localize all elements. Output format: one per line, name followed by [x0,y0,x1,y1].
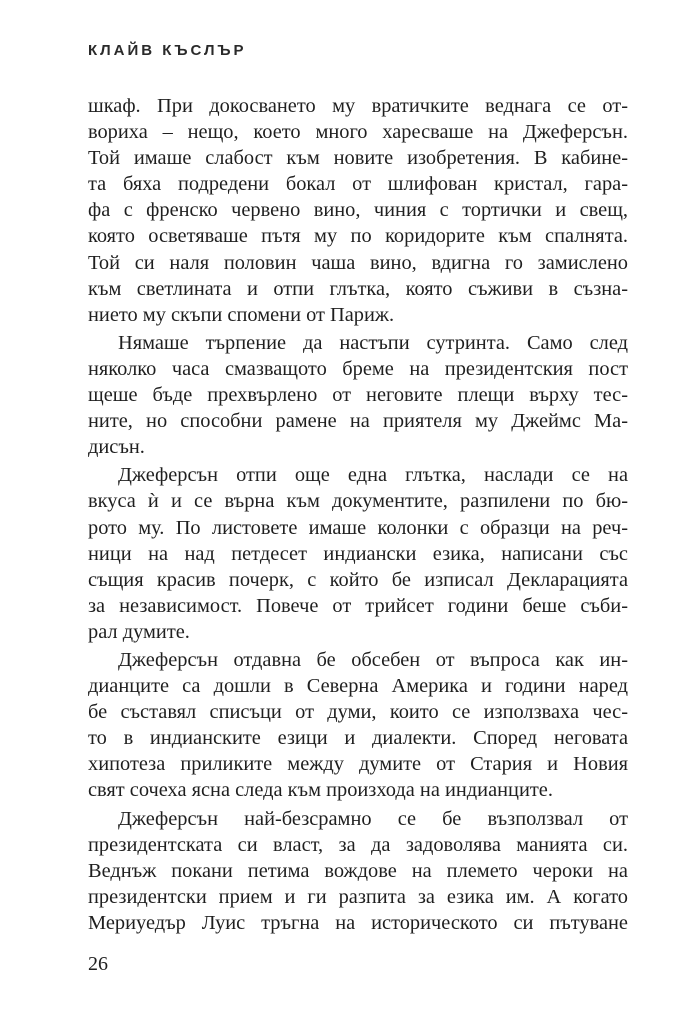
text-line: нието му скъпи спомени от Париж. [88,303,395,326]
text-line: Той имаше слабост към новите изобретения. В кабине- [88,147,628,170]
text-line: Джеферсън най-безсрамно се бе възползвал от [118,807,628,830]
text-line: щеше бъде прехвърлено от неговите плещи върху тес- [88,384,628,407]
text-line: рал думите. [88,620,190,643]
body-text [88,93,628,936]
text-line: ните, но способни рамене на приятеля му Джеймс Ма- [88,410,628,433]
text-line: към светлината и отпи глътка, която съживи в съзна- [88,277,628,300]
running-head-author: КЛАЙВ КЪСЛЪР [88,42,247,59]
text-line: то в индианските езици и диалекти. Според неговата [88,727,628,750]
paragraph [88,93,628,328]
text-line: фа с френско червено вино, чиния с тортички и свещ, [88,199,628,222]
text-line: Веднъж покани петима вождове на племето чероки на [88,859,628,882]
text-line: която осветяваше пътя му по коридорите към спалнята. [88,225,628,248]
paragraph [88,462,628,645]
text-line: та бяха подредени бокал от шлифован кристал, гара- [88,173,628,196]
page-number: 26 [88,953,108,975]
text-line: ници на над петдесет индиански езика, написани със [88,542,628,565]
text-line: няколко часа смазващото бреме на президентския пост [88,357,628,380]
paragraph [88,647,628,804]
text-line: Мериуедър Луис тръгна на историческото си пътуване [88,911,628,934]
text-line: дисън. [88,436,145,459]
text-line: рото му. По листовете имаше колонки с образци на реч- [88,516,628,539]
paragraph [88,806,628,936]
text-line: свят сочеха ясна следа към произхода на индианците. [88,779,553,802]
text-line: същия красив почерк, с който бе изписал Декларацията [88,568,628,591]
text-line: Той си наля половин чаша вино, вдигна го замислено [88,251,628,274]
text-line: Нямаше търпение да настъпи сутринта. Само след [118,331,628,354]
paragraph [88,330,628,460]
text-line: дианците са дошли в Северна Америка и години наред [88,675,628,698]
text-line: бе съставял списъци от думи, които се използваха чес- [88,701,628,724]
text-line: президентски прием и ги разпита за езика им. А когато [88,885,628,908]
text-line: вориха – нещо, което много харесваше на Джеферсън. [88,121,628,144]
text-line: Джеферсън отдавна бе обсебен от въпроса как ин- [118,648,628,671]
text-line: президентската си власт, за да задоволява манията си. [88,833,628,856]
text-line: вкуса ѝ и се върна към документите, разпилени по бю- [88,490,628,513]
text-line: шкаф. При докосването му вратичките веднага се от- [88,95,628,117]
text-line: за независимост. Повече от трийсет години беше съби- [88,594,628,617]
text-line: Джеферсън отпи още една глътка, наслади се на [118,464,628,487]
text-line: хипотеза приликите между думите от Стария и Новия [88,753,628,776]
